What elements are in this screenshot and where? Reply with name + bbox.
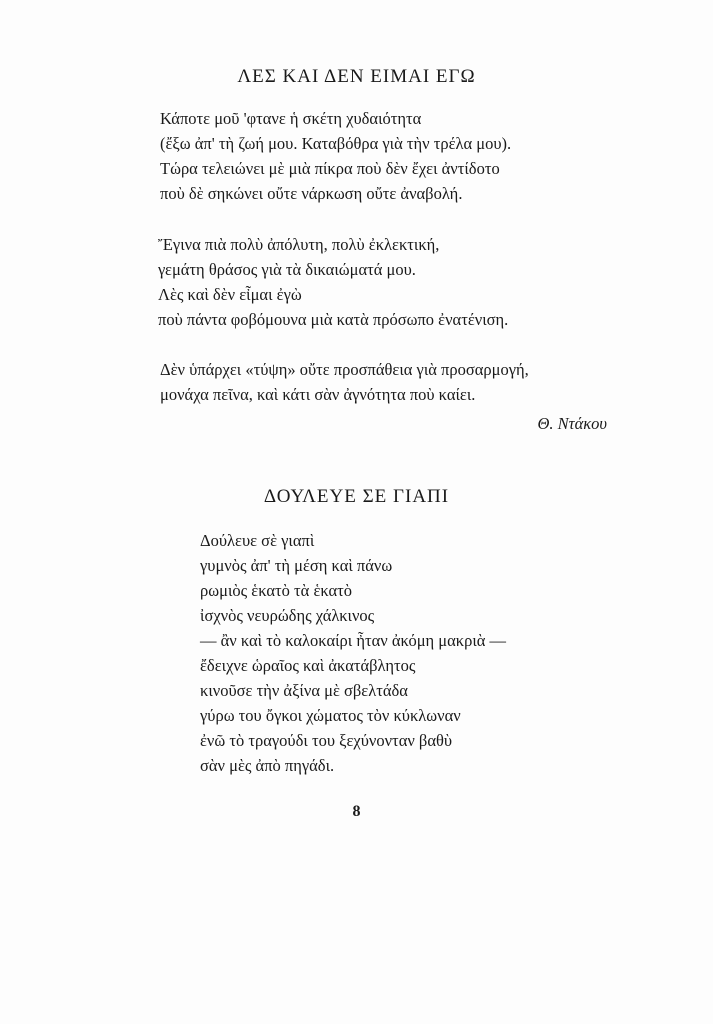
poem-line: — ἂν καὶ τὸ καλοκαίρι ἦταν ἀκόμη μακριὰ — xyxy=(200,631,507,650)
poem-line: σὰν μὲς ἀπὸ πηγάδι. xyxy=(200,756,335,775)
poem-line: ἰσχνὸς νευρώδης χάλκινος xyxy=(200,606,375,625)
poem-line: ἐνῶ τὸ τραγούδι του ξεχύνονταν βαθὺ xyxy=(200,731,453,750)
poem-line: (ἔξω ἀπ' τὴ ζωή μου. Καταβόθρα γιὰ τὴν τρέλα μου). xyxy=(160,134,512,153)
poem-line: μονάχα πεῖνα, καὶ κάτι σὰν ἀγνότητα ποὺ καίει. xyxy=(160,385,476,404)
poem-stanza xyxy=(158,232,508,332)
poem-line: γεμάτη θράσος γιὰ τὰ δικαιώματά μου. xyxy=(158,260,416,279)
poem-line: ἔδειχνε ὡραῖος καὶ ἀκατάβλητος xyxy=(200,656,416,675)
poem-line: ρωμιὸς ἑκατὸ τὰ ἑκατὸ xyxy=(200,581,353,600)
poem-line: γυμνὸς ἀπ' τὴ μέση καὶ πάνω xyxy=(200,556,393,575)
poem-line: Λὲς καὶ δὲν εἶμαι ἐγὼ xyxy=(158,285,302,304)
poem-line: γύρω του ὄγκοι χώματος τὸν κύκλωναν xyxy=(200,706,461,725)
poem-line: Ἔγινα πιὰ πολὺ ἀπόλυτη, πολὺ ἐκλεκτική, xyxy=(158,235,440,254)
poem-line: Τώρα τελειώνει μὲ μιὰ πίκρα ποὺ δὲν ἔχει ἀντίδοτο xyxy=(160,159,500,178)
poem-line: Κάποτε μοῦ 'φτανε ἡ σκέτη χυδαιότητα xyxy=(160,109,422,128)
poem-stanza xyxy=(160,357,529,407)
poem-stanza xyxy=(200,528,506,778)
poem-stanza xyxy=(160,106,511,206)
poem-line: κινοῦσε τὴν ἀξίνα μὲ σβελτάδα xyxy=(200,681,408,700)
poem-line: Δούλευε σὲ γιαπὶ xyxy=(200,531,315,550)
poem-line: Δὲν ὑπάρχει «τύψη» οὔτε προσπάθεια γιὰ προσαρμογή, xyxy=(160,360,529,379)
poem-title: ΛΕΣ ΚΑΙ ΔΕΝ ΕΙΜΑΙ ΕΓΩ xyxy=(237,66,476,87)
poem-title: ΔΟΥΛΕΥΕ ΣΕ ΓΙΑΠΙ xyxy=(263,486,450,507)
poem-author: Θ. Ντάκου xyxy=(537,414,607,433)
page-number: 8 xyxy=(352,803,361,820)
poem-line: ποὺ πάντα φοβόμουνα μιὰ κατὰ πρόσωπο ἐνατένιση. xyxy=(158,310,509,329)
poem-line: ποὺ δὲ σηκώνει οὔτε νάρκωση οὔτε ἀναβολή. xyxy=(160,184,463,203)
